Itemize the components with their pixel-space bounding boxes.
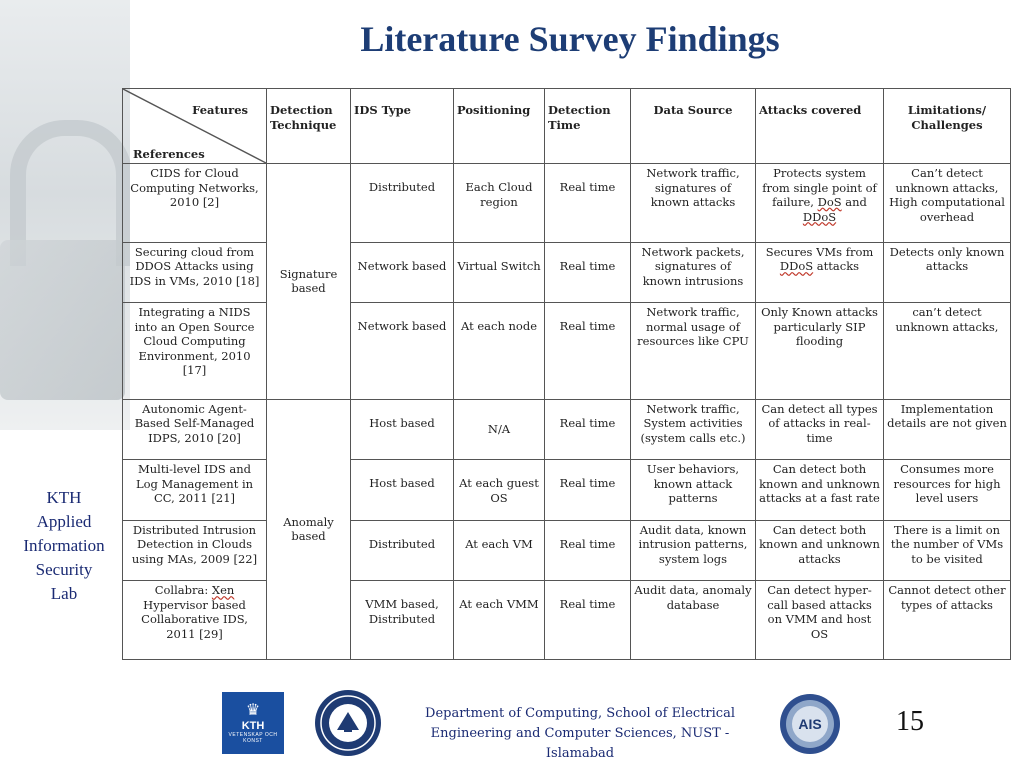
time-cell: Real time <box>545 399 631 460</box>
limits-cell: Cannot detect other types of attacks <box>884 581 1011 660</box>
attacks-cell: Secures VMs from DDoS attacks <box>756 242 884 303</box>
attacks-cell: Can detect hyper-call based attacks on VMM and host OS <box>756 581 884 660</box>
reference-cell: Autonomic Agent-Based Self-Managed IDPS, 2010 [20] <box>123 399 267 460</box>
time-cell: Real time <box>545 581 631 660</box>
time-cell: Real time <box>545 242 631 303</box>
kth-logo-subtext: VETENSKAP OCH KONST <box>228 732 278 744</box>
corner-header-cell <box>123 89 267 164</box>
lock-body-shape <box>0 240 125 400</box>
limits-cell: can’t detect unknown attacks, <box>884 303 1011 400</box>
time-cell: Real time <box>545 520 631 581</box>
page-number: 15 <box>896 706 924 737</box>
reference-cell: Distributed Intrusion Detection in Clouds using MAs, 2009 [22] <box>123 520 267 581</box>
footer-line: Department of Computing, School of Electrical <box>425 706 735 721</box>
ids-type-cell: Host based <box>351 460 454 521</box>
positioning-cell: At each VMM <box>454 581 545 660</box>
slide-title: Literature Survey Findings <box>360 19 780 59</box>
spell-marked-word: DDoS <box>802 209 837 224</box>
footer-line: Engineering and Computer Sciences, NUST - <box>430 726 730 741</box>
reference-cell: Multi-level IDS and Log Management in CC, 2011 [21] <box>123 460 267 521</box>
references-header: References <box>133 146 205 161</box>
technique-cell: Anomaly based <box>267 399 351 659</box>
attacks-cell: Can detect both known and unknown attacks at a fast rate <box>756 460 884 521</box>
spell-marked-word: DoS <box>817 195 842 209</box>
positioning-cell: At each node <box>454 303 545 400</box>
kth-logo-text: KTH <box>241 720 265 732</box>
table-row <box>123 460 1011 521</box>
technique-cell: Signature based <box>267 164 351 400</box>
col-header-ids-type: IDS Type <box>351 89 454 164</box>
positioning-cell: N/A <box>454 399 545 460</box>
ais-logo-text: AIS <box>798 716 822 732</box>
ids-type-cell: Host based <box>351 399 454 460</box>
ids-type-cell: Distributed <box>351 520 454 581</box>
footer-department-text <box>405 704 755 764</box>
spell-marked-word: DDoS <box>779 259 814 274</box>
kth-logo <box>222 692 284 754</box>
source-cell: User behaviors, known attack patterns <box>631 460 756 521</box>
ids-type-cell: Network based <box>351 242 454 303</box>
limits-cell: Detects only known attacks <box>884 242 1011 303</box>
positioning-cell: Each Cloud region <box>454 164 545 243</box>
side-label-line: KTH <box>46 488 82 507</box>
table-row <box>123 164 1011 243</box>
kth-lab-label <box>8 486 120 606</box>
header-row <box>123 89 1011 164</box>
positioning-cell: At each guest OS <box>454 460 545 521</box>
ids-type-cell: VMM based, Distributed <box>351 581 454 660</box>
features-header: Features <box>192 103 248 117</box>
background-lock-image <box>0 0 130 430</box>
nust-seal-logo <box>313 688 383 758</box>
attacks-cell: Can detect both known and unknown attacks <box>756 520 884 581</box>
reference-cell: Collabra: Xen Hypervisor based Collaborative IDS, 2011 [29] <box>123 581 267 660</box>
table-row <box>123 242 1011 303</box>
source-cell: Network packets, signatures of known intrusions <box>631 242 756 303</box>
table-row <box>123 399 1011 460</box>
side-label-line: Applied <box>36 512 92 531</box>
col-header-source: Data Source <box>631 89 756 164</box>
ids-type-cell: Network based <box>351 303 454 400</box>
positioning-cell: At each VM <box>454 520 545 581</box>
limits-cell: Implementation details are not given <box>884 399 1011 460</box>
table-row <box>123 581 1011 660</box>
side-label-line: Security <box>35 560 93 579</box>
col-header-limits: Limitations/ Challenges <box>884 89 1011 164</box>
source-cell: Network traffic, System activities (system calls etc.) <box>631 399 756 460</box>
attacks-cell: Can detect all types of attacks in real-time <box>756 399 884 460</box>
col-header-time: Detection Time <box>545 89 631 164</box>
col-header-attacks: Attacks covered <box>756 89 884 164</box>
side-label-line: Lab <box>50 584 78 603</box>
time-cell: Real time <box>545 460 631 521</box>
reference-cell: Securing cloud from DDOS Attacks using IDS in VMs, 2010 [18] <box>123 242 267 303</box>
ids-type-cell: Distributed <box>351 164 454 243</box>
attacks-cell: Only Known attacks particularly SIP flooding <box>756 303 884 400</box>
source-cell: Audit data, anomaly database <box>631 581 756 660</box>
positioning-cell: Virtual Switch <box>454 242 545 303</box>
source-cell: Network traffic, signatures of known attacks <box>631 164 756 243</box>
reference-cell: CIDS for Cloud Computing Networks, 2010 [2] <box>123 164 267 243</box>
ais-logo <box>778 692 842 756</box>
side-label-line: Information <box>23 536 105 555</box>
crown-icon: ♛ <box>245 702 261 719</box>
source-cell: Audit data, known intrusion patterns, system logs <box>631 520 756 581</box>
table-row <box>123 303 1011 400</box>
spell-marked-word: Xen <box>211 583 235 598</box>
limits-cell: Can’t detect unknown attacks, High computational overhead <box>884 164 1011 243</box>
survey-table <box>122 88 1011 660</box>
time-cell: Real time <box>545 303 631 400</box>
limits-cell: There is a limit on the number of VMs to be visited <box>884 520 1011 581</box>
footer-line: Islamabad <box>545 746 615 761</box>
col-header-technique: Detection Technique <box>267 89 351 164</box>
reference-cell: Integrating a NIDS into an Open Source Cloud Computing Environment, 2010 [17] <box>123 303 267 400</box>
table-row <box>123 520 1011 581</box>
source-cell: Network traffic, normal usage of resources like CPU <box>631 303 756 400</box>
limits-cell: Consumes more resources for high level users <box>884 460 1011 521</box>
attacks-cell: Protects system from single point of failure, DoS and DDoS <box>756 164 884 243</box>
time-cell: Real time <box>545 164 631 243</box>
col-header-positioning: Positioning <box>454 89 545 164</box>
